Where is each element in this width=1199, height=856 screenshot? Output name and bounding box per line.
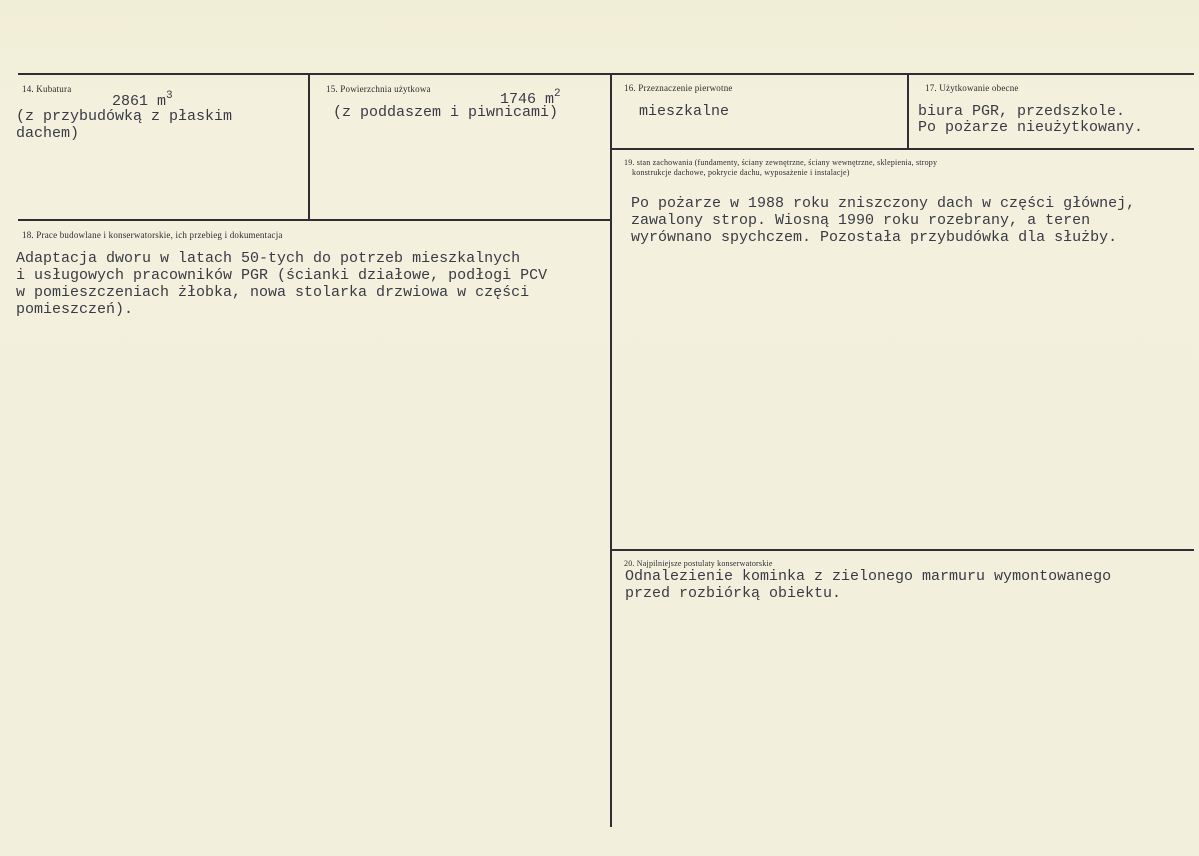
field-17-label: 17. Użytkowanie obecne — [925, 83, 1019, 93]
rule-above-20 — [612, 549, 1194, 551]
rule-under-16-17 — [612, 148, 1194, 150]
field-17-line-2: Po pożarze nieużytkowany. — [918, 119, 1144, 136]
field-14-value: 2861 $m^3$ — [112, 90, 173, 110]
field-18-line-1: Adaptacja dworu w latach 50-tych do potrzeb mieszkalnych — [16, 250, 521, 267]
field-20-label: 20. Najpilniejsze postulaty konserwatorskie — [624, 559, 773, 568]
top-rule — [18, 73, 1194, 75]
field-14-note-line-1: (z przybudówką z płaskim — [16, 108, 233, 125]
field-19-line-2: zawalony strop. Wiosną 1990 roku rozebrany, a teren — [631, 212, 1091, 229]
field-18-line-2: i usługowych pracowników PGR (ścianki działowe, podłogi PCV — [16, 267, 548, 284]
field-19-line-1: Po pożarze w 1988 roku zniszczony dach w części głównej, — [631, 195, 1136, 212]
field-14-label: 14. Kubatura — [22, 84, 72, 94]
field-18-line-4: pomieszczeń). — [16, 301, 134, 318]
field-16-value: mieszkalne — [639, 103, 730, 120]
field-15-note: (z poddaszem i piwnicami) — [333, 104, 559, 121]
field-20-line-1: Odnalezienie kominka z zielonego marmuru wymontowanego — [625, 568, 1112, 585]
field-20-line-2: przed rozbiórką obiektu. — [625, 585, 842, 602]
divider-16-17 — [907, 75, 909, 149]
field-14-note-line-2: dachem) — [16, 125, 80, 142]
field-15-value: 1746 $m^2$ — [500, 88, 561, 108]
field-19-label-line-2: konstrukcje dachowe, pokrycie dachu, wyposażenie i instalacje) — [632, 168, 850, 177]
center-divider — [610, 75, 612, 827]
field-18-line-3: w pomieszczeniach żłobka, nowa stolarka drzwiowa w części — [16, 284, 530, 301]
divider-14-15 — [308, 75, 310, 221]
field-17-line-1: biura PGR, przedszkole. — [918, 103, 1126, 120]
rule-above-18 — [18, 219, 610, 221]
field-16-label: 16. Przeznaczenie pierwotne — [624, 83, 733, 93]
field-19-label-line-1: 19. stan zachowania (fundamenty, ściany zewnętrzne, ściany wewnętrzne, sklepienia, stropy — [624, 158, 938, 167]
field-18-label: 18. Prace budowlane i konserwatorskie, ich przebieg i dokumentacja — [22, 230, 283, 240]
field-15-label: 15. Powierzchnia użytkowa — [326, 84, 431, 94]
field-19-line-3: wyrównano spychczem. Pozostała przybudówka dla służby. — [631, 229, 1118, 246]
